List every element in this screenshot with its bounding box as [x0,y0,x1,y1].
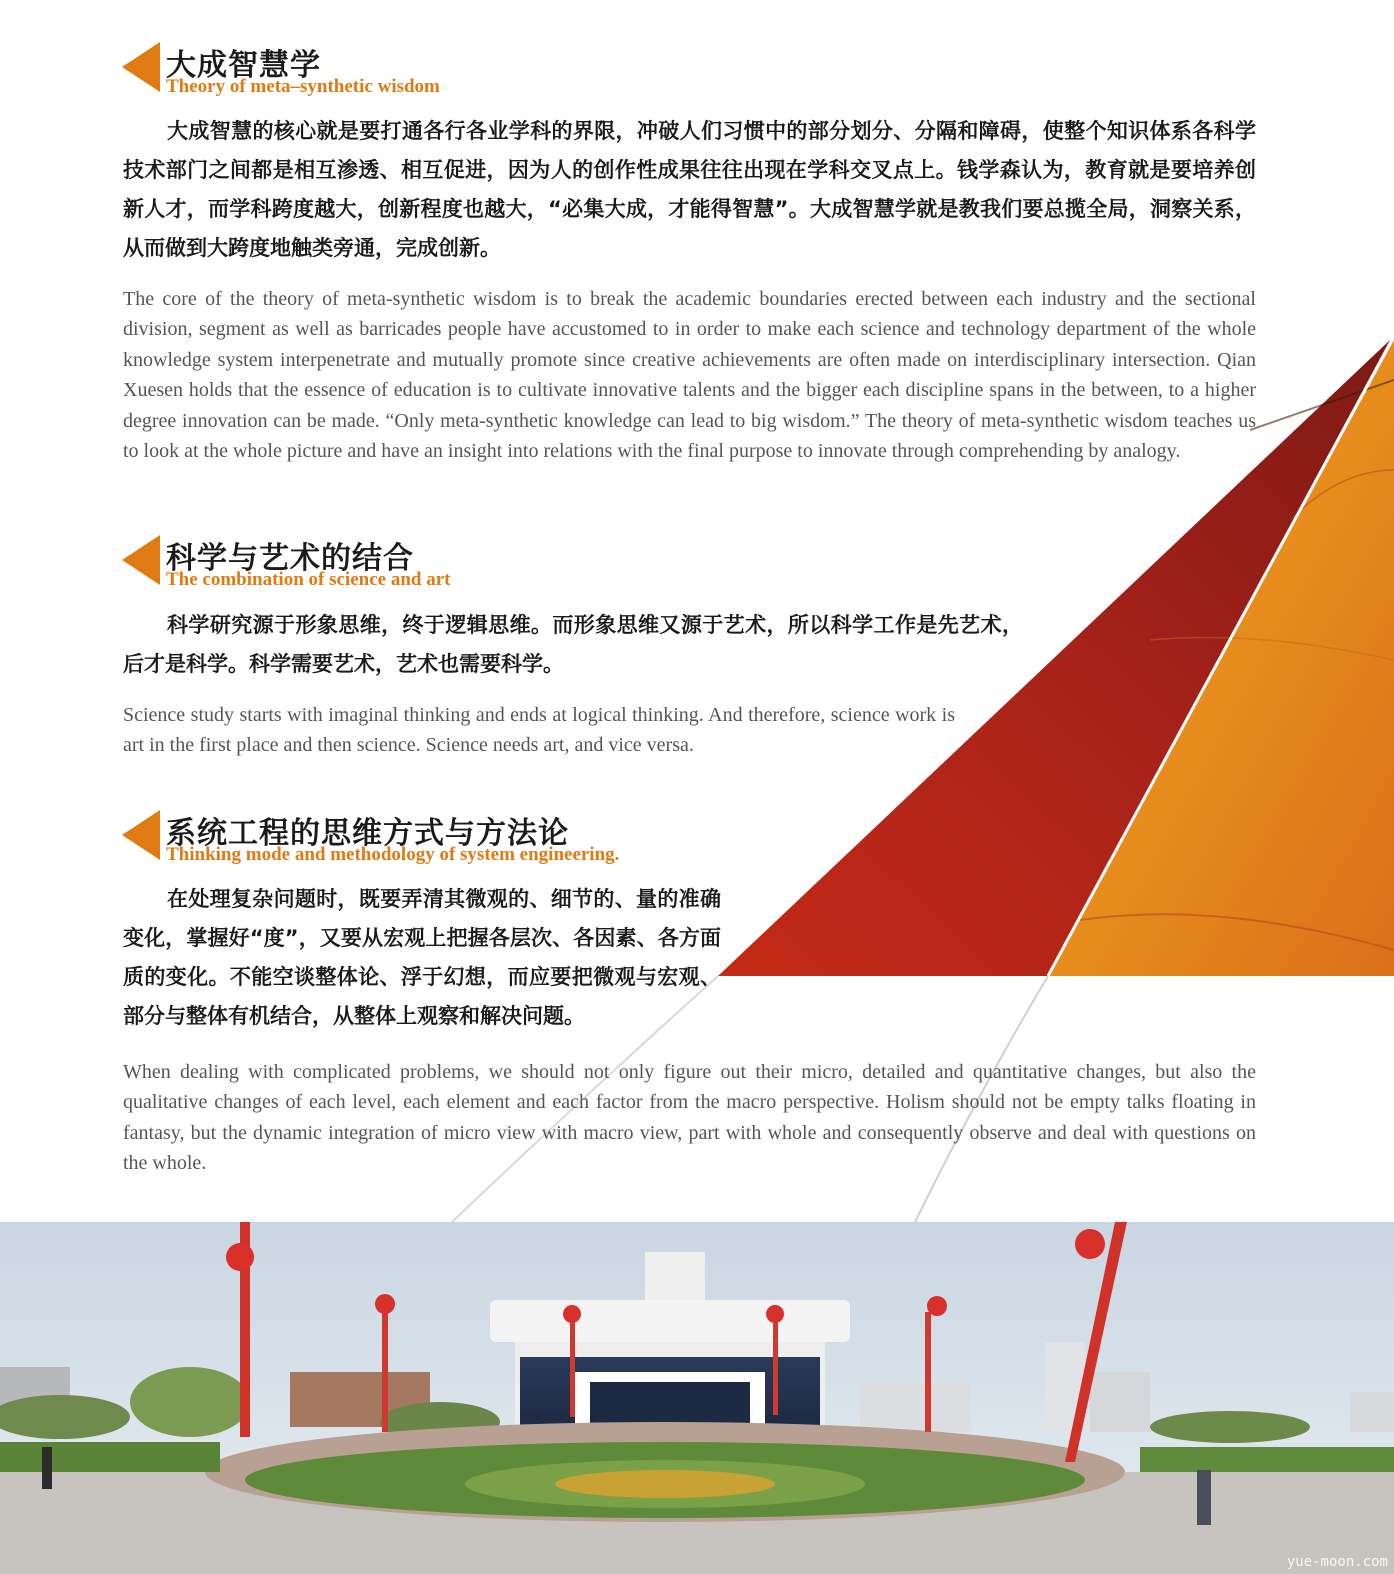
section-1-body-zh: 大成智慧的核心就是要打通各行各业学科的界限，冲破人们习惯中的部分划分、分隔和障碍，使整个知识体系各科学技术部门之间都是相互渗透、相互促进，因为人的创作性成果往往出现在学科交叉点上。钱学森认为，教育就是要培养创新人才，而学科跨度越大，创新程度也越大，“必集大成，才能得智慧”。大成智慧学就是教我们要总揽全局，洞察关系，从而做到大跨度地触类旁通，完成创新。 [123,119,1256,260]
section-3-title-en: Thinking mode and methodology of system engineering. [166,844,620,865]
campus-photo [0,1222,1394,1574]
watermark-text: yue-moon.com [1286,1554,1388,1570]
section-1-body-en: The core of the theory of meta-synthetic wisdom is to break the academic boundaries erected between each industry and the sectional division, segment as well as barricades people have accustomed to in order to make each science and technology department of the whole knowledge system interpenetrate and mutually promote since creative achievements are often made on interdisciplinary intersection. Qian Xuesen holds that the essence of education is to cultivate innovative talents and the bigger each discipline spans in the between, to a higher degree innovation can be made. “Only meta-synthetic knowledge can lead to big wisdom.” The theory of meta-synthetic wisdom teaches us to look at the whole picture and have an insight into relations with the final purpose to innovate through comprehending by analogy. [123,288,1256,463]
section-1-title-zh: 大成智慧学 [166,48,321,83]
section-1-header [122,42,622,98]
section-2-title-en: The combination of science and art [166,569,451,590]
section-2-body-zh: 科学研究源于形象思维，终于逻辑思维。而形象思维又源于艺术，所以科学工作是先艺术，后才是科学。科学需要艺术，艺术也需要科学。 [123,613,1023,676]
section-3-title-zh: 系统工程的思维方式与方法论 [166,816,569,851]
section-3-body-en: When dealing with complicated problems, we should not only figure out their micro, detailed and quantitative changes, but also the qualitative changes of each level, each element and each factor from the macro perspective. Holism should not be empty talks floating in fantasy, but the dynamic integration of micro view with macro view, part with whole and consequently observe and deal with questions on the whole. [123,1061,1256,1175]
orange-arrow-icon [122,535,160,585]
section-3-body-zh: 在处理复杂问题时，既要弄清其微观的、细节的、量的准确变化，掌握好“度”，又要从宏观上把握各层次、各因素、各方面质的变化。不能空谈整体论、浮于幻想，而应要把微观与宏观、部分与整体有机结合，从整体上观察和解决问题。 [123,887,721,1028]
orange-arrow-icon [122,42,160,92]
section-3-header [122,810,682,866]
section-2-title-zh: 科学与艺术的结合 [166,541,414,576]
section-2-header [122,535,622,591]
section-2-body-en: Science study starts with imaginal thinking and ends at logical thinking. And therefore, science work is art in the first place and then science. Science needs art, and vice versa. [123,704,955,757]
orange-arrow-icon [122,810,160,860]
section-1-title-en: Theory of meta–synthetic wisdom [166,76,440,97]
